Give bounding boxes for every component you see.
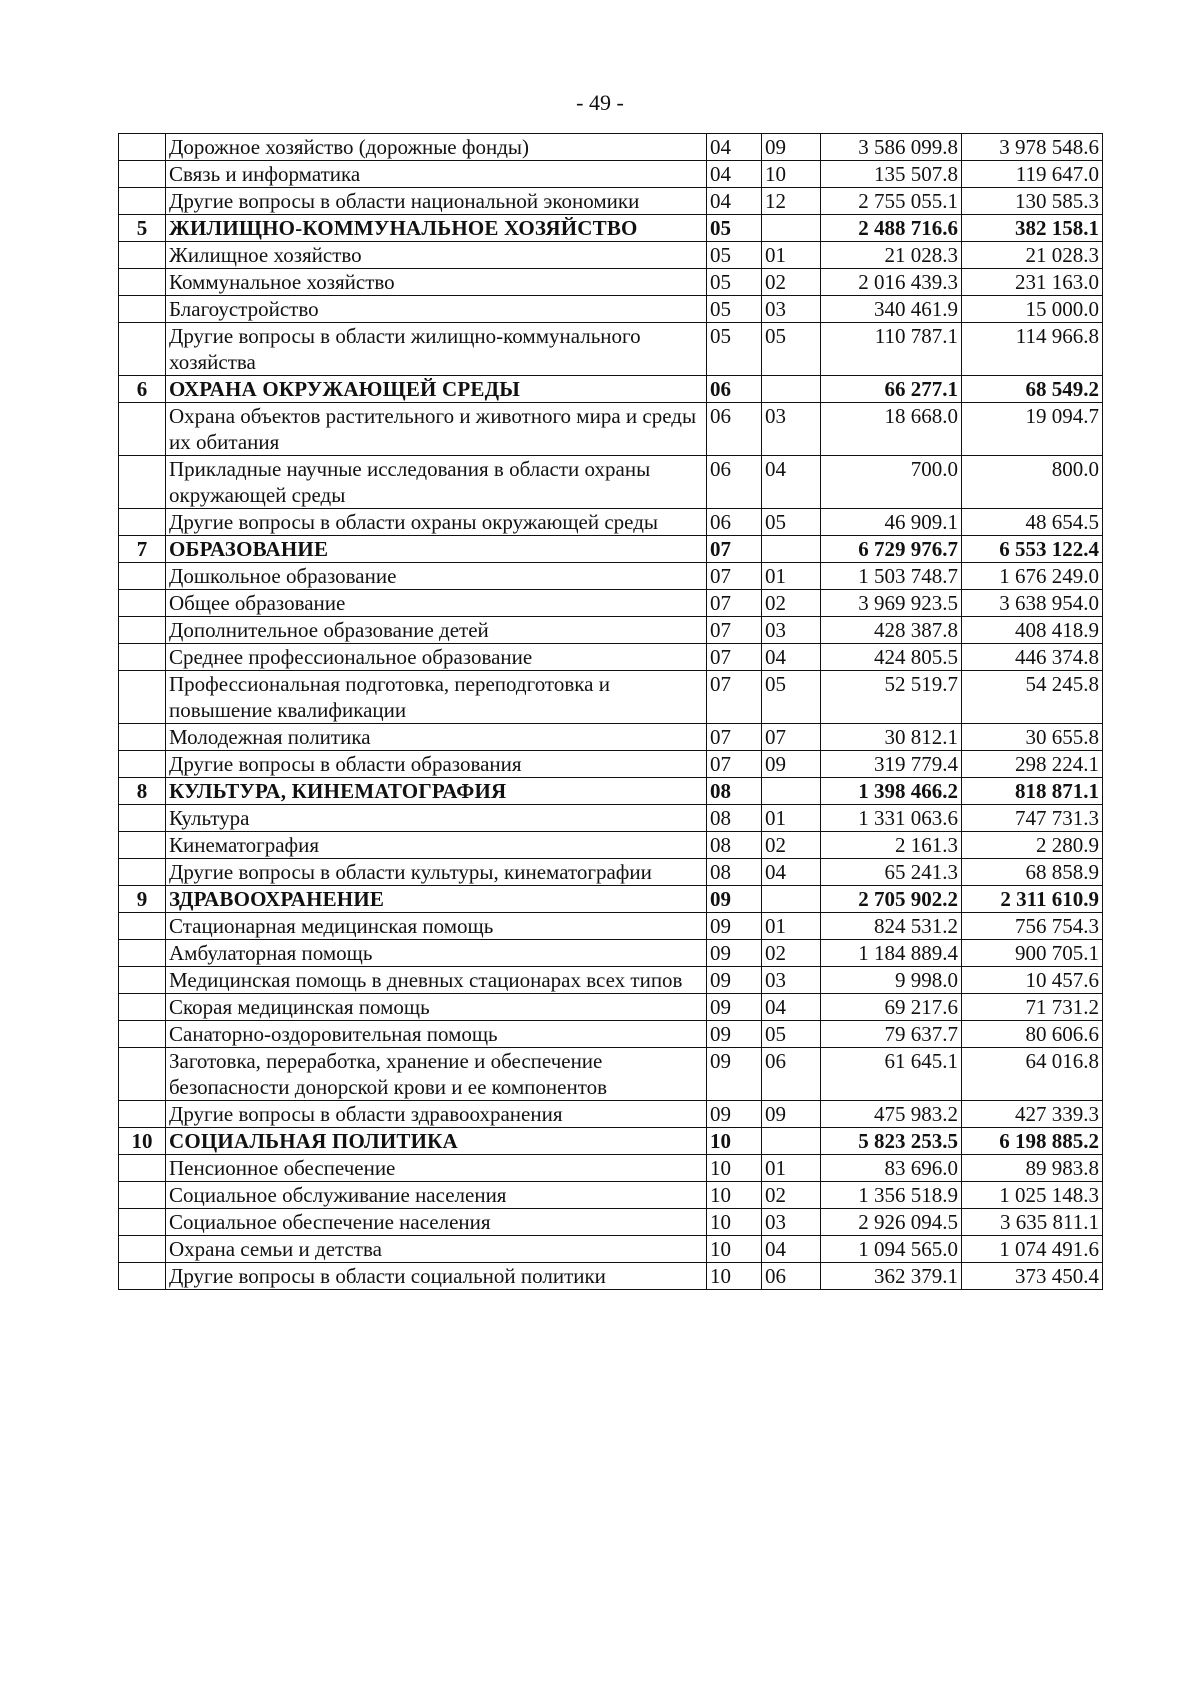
row-name: Другие вопросы в области национальной экономики — [166, 188, 707, 215]
row-value-2: 3 635 811.1 — [962, 1209, 1103, 1236]
row-name: Другие вопросы в области культуры, кинематографии — [166, 859, 707, 886]
table-row — [119, 644, 1103, 671]
row-section-code: 08 — [707, 805, 762, 832]
row-section-code: 07 — [707, 644, 762, 671]
row-number — [119, 509, 166, 536]
row-section-code: 07 — [707, 536, 762, 563]
row-number: 8 — [119, 778, 166, 805]
row-subsection-code: 01 — [762, 563, 821, 590]
row-section-code: 07 — [707, 617, 762, 644]
row-section-code: 07 — [707, 590, 762, 617]
row-name: Пенсионное обеспечение — [166, 1155, 707, 1182]
row-subsection-code: 03 — [762, 296, 821, 323]
row-section-code: 09 — [707, 886, 762, 913]
row-number — [119, 1263, 166, 1290]
row-section-code: 10 — [707, 1182, 762, 1209]
row-value-2: 19 094.7 — [962, 403, 1103, 456]
row-name: Среднее профессиональное образование — [166, 644, 707, 671]
row-name: Другие вопросы в области здравоохранения — [166, 1101, 707, 1128]
row-number — [119, 751, 166, 778]
row-value-2: 30 655.8 — [962, 724, 1103, 751]
row-value-1: 61 645.1 — [821, 1048, 962, 1101]
row-value-2: 1 676 249.0 — [962, 563, 1103, 590]
row-section-code: 05 — [707, 215, 762, 242]
row-subsection-code: 05 — [762, 671, 821, 724]
table-row — [119, 1263, 1103, 1290]
row-section-code: 07 — [707, 751, 762, 778]
table-row — [119, 1182, 1103, 1209]
row-subsection-code: 01 — [762, 1155, 821, 1182]
row-subsection-code: 04 — [762, 994, 821, 1021]
row-section-code: 06 — [707, 403, 762, 456]
row-name: ЗДРАВООХРАНЕНИЕ — [166, 886, 707, 913]
row-section-code: 10 — [707, 1209, 762, 1236]
row-value-1: 424 805.5 — [821, 644, 962, 671]
row-name: Культура — [166, 805, 707, 832]
table-row — [119, 509, 1103, 536]
table-row — [119, 617, 1103, 644]
row-section-code: 09 — [707, 967, 762, 994]
row-number — [119, 994, 166, 1021]
table-row — [119, 134, 1103, 161]
table-row — [119, 859, 1103, 886]
row-value-1: 6 729 976.7 — [821, 536, 962, 563]
budget-table — [118, 133, 1103, 1290]
table-section-row — [119, 1128, 1103, 1155]
row-section-code: 06 — [707, 456, 762, 509]
row-value-1: 428 387.8 — [821, 617, 962, 644]
page-number: - 49 - — [576, 90, 624, 115]
row-value-2: 298 224.1 — [962, 751, 1103, 778]
row-value-1: 1 398 466.2 — [821, 778, 962, 805]
row-section-code: 09 — [707, 940, 762, 967]
row-subsection-code — [762, 778, 821, 805]
row-number: 9 — [119, 886, 166, 913]
row-value-2: 15 000.0 — [962, 296, 1103, 323]
row-value-2: 231 163.0 — [962, 269, 1103, 296]
row-subsection-code: 01 — [762, 805, 821, 832]
table-row — [119, 242, 1103, 269]
row-value-1: 1 331 063.6 — [821, 805, 962, 832]
row-name: Санаторно-оздоровительная помощь — [166, 1021, 707, 1048]
row-value-1: 2 488 716.6 — [821, 215, 962, 242]
row-value-2: 48 654.5 — [962, 509, 1103, 536]
table-section-row — [119, 536, 1103, 563]
row-number — [119, 644, 166, 671]
row-number: 10 — [119, 1128, 166, 1155]
table-row — [119, 913, 1103, 940]
row-subsection-code: 03 — [762, 967, 821, 994]
row-value-1: 700.0 — [821, 456, 962, 509]
row-subsection-code: 01 — [762, 913, 821, 940]
row-value-1: 2 755 055.1 — [821, 188, 962, 215]
table-row — [119, 456, 1103, 509]
row-value-2: 89 983.8 — [962, 1155, 1103, 1182]
row-number — [119, 1155, 166, 1182]
row-value-1: 340 461.9 — [821, 296, 962, 323]
row-number — [119, 859, 166, 886]
row-value-1: 1 503 748.7 — [821, 563, 962, 590]
row-name: Кинематография — [166, 832, 707, 859]
row-value-2: 54 245.8 — [962, 671, 1103, 724]
row-name: Скорая медицинская помощь — [166, 994, 707, 1021]
row-value-2: 2 311 610.9 — [962, 886, 1103, 913]
table-section-row — [119, 778, 1103, 805]
row-number — [119, 832, 166, 859]
row-name: Коммунальное хозяйство — [166, 269, 707, 296]
table-row — [119, 1236, 1103, 1263]
row-subsection-code: 02 — [762, 940, 821, 967]
row-value-1: 110 787.1 — [821, 323, 962, 376]
row-name: Дорожное хозяйство (дорожные фонды) — [166, 134, 707, 161]
table-row — [119, 751, 1103, 778]
row-subsection-code: 12 — [762, 188, 821, 215]
row-value-2: 6 198 885.2 — [962, 1128, 1103, 1155]
row-name: Заготовка, переработка, хранение и обеспечение безопасности донорской крови и ее компонентов — [166, 1048, 707, 1101]
row-value-1: 1 356 518.9 — [821, 1182, 962, 1209]
row-subsection-code — [762, 536, 821, 563]
row-value-2: 446 374.8 — [962, 644, 1103, 671]
row-number — [119, 590, 166, 617]
row-section-code: 06 — [707, 509, 762, 536]
row-subsection-code — [762, 376, 821, 403]
row-number — [119, 1209, 166, 1236]
row-subsection-code — [762, 1128, 821, 1155]
table-row — [119, 805, 1103, 832]
row-value-2: 68 858.9 — [962, 859, 1103, 886]
row-number — [119, 805, 166, 832]
row-name: ЖИЛИЩНО-КОММУНАЛЬНОЕ ХОЗЯЙСТВО — [166, 215, 707, 242]
table-row — [119, 590, 1103, 617]
row-subsection-code — [762, 886, 821, 913]
row-subsection-code: 04 — [762, 859, 821, 886]
row-value-2: 800.0 — [962, 456, 1103, 509]
row-name: ОБРАЗОВАНИЕ — [166, 536, 707, 563]
row-value-1: 135 507.8 — [821, 161, 962, 188]
row-name: ОХРАНА ОКРУЖАЮЩЕЙ СРЕДЫ — [166, 376, 707, 403]
row-subsection-code: 07 — [762, 724, 821, 751]
row-section-code: 10 — [707, 1236, 762, 1263]
row-value-1: 3 969 923.5 — [821, 590, 962, 617]
row-value-2: 6 553 122.4 — [962, 536, 1103, 563]
row-value-2: 68 549.2 — [962, 376, 1103, 403]
row-value-1: 824 531.2 — [821, 913, 962, 940]
row-section-code: 09 — [707, 1021, 762, 1048]
row-name: Жилищное хозяйство — [166, 242, 707, 269]
row-value-1: 319 779.4 — [821, 751, 962, 778]
row-number — [119, 563, 166, 590]
row-section-code: 05 — [707, 269, 762, 296]
row-number — [119, 1021, 166, 1048]
row-section-code: 04 — [707, 161, 762, 188]
row-number — [119, 188, 166, 215]
row-name: Дошкольное образование — [166, 563, 707, 590]
row-value-1: 46 909.1 — [821, 509, 962, 536]
row-number — [119, 403, 166, 456]
row-value-1: 1 094 565.0 — [821, 1236, 962, 1263]
table-row — [119, 563, 1103, 590]
row-number — [119, 134, 166, 161]
row-value-2: 21 028.3 — [962, 242, 1103, 269]
table-row — [119, 1021, 1103, 1048]
row-number: 7 — [119, 536, 166, 563]
row-value-2: 114 966.8 — [962, 323, 1103, 376]
row-number — [119, 1182, 166, 1209]
row-section-code: 04 — [707, 188, 762, 215]
row-name: Охрана объектов растительного и животного мира и среды их обитания — [166, 403, 707, 456]
row-value-2: 3 638 954.0 — [962, 590, 1103, 617]
row-number — [119, 296, 166, 323]
table-section-row — [119, 215, 1103, 242]
row-value-2: 130 585.3 — [962, 188, 1103, 215]
row-name: Прикладные научные исследования в области охраны окружающей среды — [166, 456, 707, 509]
row-subsection-code: 09 — [762, 134, 821, 161]
row-section-code: 09 — [707, 1048, 762, 1101]
row-number — [119, 724, 166, 751]
row-subsection-code: 05 — [762, 1021, 821, 1048]
row-section-code: 05 — [707, 296, 762, 323]
row-subsection-code: 05 — [762, 509, 821, 536]
row-subsection-code: 04 — [762, 456, 821, 509]
row-subsection-code: 09 — [762, 1101, 821, 1128]
row-value-1: 475 983.2 — [821, 1101, 962, 1128]
row-section-code: 08 — [707, 778, 762, 805]
table-row — [119, 1209, 1103, 1236]
row-value-2: 64 016.8 — [962, 1048, 1103, 1101]
budget-table-body — [119, 134, 1103, 1290]
row-value-2: 71 731.2 — [962, 994, 1103, 1021]
table-row — [119, 188, 1103, 215]
row-number: 6 — [119, 376, 166, 403]
row-value-2: 818 871.1 — [962, 778, 1103, 805]
row-value-1: 66 277.1 — [821, 376, 962, 403]
row-section-code: 10 — [707, 1155, 762, 1182]
row-section-code: 06 — [707, 376, 762, 403]
row-value-2: 408 418.9 — [962, 617, 1103, 644]
row-section-code: 07 — [707, 563, 762, 590]
row-subsection-code: 03 — [762, 617, 821, 644]
row-number — [119, 456, 166, 509]
row-section-code: 08 — [707, 859, 762, 886]
row-subsection-code — [762, 215, 821, 242]
row-value-1: 9 998.0 — [821, 967, 962, 994]
row-section-code: 09 — [707, 913, 762, 940]
row-value-1: 52 519.7 — [821, 671, 962, 724]
row-number: 5 — [119, 215, 166, 242]
row-name: Связь и информатика — [166, 161, 707, 188]
table-row — [119, 671, 1103, 724]
row-number — [119, 671, 166, 724]
row-name: Другие вопросы в области охраны окружающей среды — [166, 509, 707, 536]
row-section-code: 10 — [707, 1263, 762, 1290]
row-name: Социальное обеспечение населения — [166, 1209, 707, 1236]
row-number — [119, 242, 166, 269]
row-name: Молодежная политика — [166, 724, 707, 751]
row-value-2: 10 457.6 — [962, 967, 1103, 994]
row-value-2: 119 647.0 — [962, 161, 1103, 188]
table-row — [119, 296, 1103, 323]
row-section-code: 05 — [707, 242, 762, 269]
table-row — [119, 323, 1103, 376]
row-subsection-code: 02 — [762, 269, 821, 296]
row-name: Другие вопросы в области образования — [166, 751, 707, 778]
row-value-2: 2 280.9 — [962, 832, 1103, 859]
row-value-1: 65 241.3 — [821, 859, 962, 886]
row-value-2: 747 731.3 — [962, 805, 1103, 832]
row-number — [119, 940, 166, 967]
row-value-2: 427 339.3 — [962, 1101, 1103, 1128]
row-section-code: 05 — [707, 323, 762, 376]
row-name: Профессиональная подготовка, переподготовка и повышение квалификации — [166, 671, 707, 724]
row-value-1: 2 926 094.5 — [821, 1209, 962, 1236]
table-section-row — [119, 886, 1103, 913]
row-number — [119, 269, 166, 296]
row-value-2: 900 705.1 — [962, 940, 1103, 967]
row-section-code: 07 — [707, 671, 762, 724]
row-name: Стационарная медицинская помощь — [166, 913, 707, 940]
row-subsection-code: 01 — [762, 242, 821, 269]
row-section-code: 10 — [707, 1128, 762, 1155]
row-subsection-code: 04 — [762, 1236, 821, 1263]
row-value-1: 2 705 902.2 — [821, 886, 962, 913]
row-value-1: 362 379.1 — [821, 1263, 962, 1290]
row-value-2: 3 978 548.6 — [962, 134, 1103, 161]
row-section-code: 09 — [707, 1101, 762, 1128]
row-section-code: 09 — [707, 994, 762, 1021]
row-subsection-code: 03 — [762, 1209, 821, 1236]
table-row — [119, 1155, 1103, 1182]
row-subsection-code: 02 — [762, 1182, 821, 1209]
row-name: Другие вопросы в области социальной политики — [166, 1263, 707, 1290]
row-name: Медицинская помощь в дневных стационарах всех типов — [166, 967, 707, 994]
row-value-1: 21 028.3 — [821, 242, 962, 269]
row-name: Амбулаторная помощь — [166, 940, 707, 967]
row-subsection-code: 10 — [762, 161, 821, 188]
row-value-2: 373 450.4 — [962, 1263, 1103, 1290]
row-value-2: 1 025 148.3 — [962, 1182, 1103, 1209]
row-name: Общее образование — [166, 590, 707, 617]
table-row — [119, 1101, 1103, 1128]
row-name: Благоустройство — [166, 296, 707, 323]
row-name: СОЦИАЛЬНАЯ ПОЛИТИКА — [166, 1128, 707, 1155]
row-section-code: 08 — [707, 832, 762, 859]
table-row — [119, 161, 1103, 188]
table-row — [119, 940, 1103, 967]
row-subsection-code: 02 — [762, 590, 821, 617]
row-value-2: 382 158.1 — [962, 215, 1103, 242]
row-subsection-code: 06 — [762, 1048, 821, 1101]
table-row — [119, 994, 1103, 1021]
row-value-1: 2 016 439.3 — [821, 269, 962, 296]
row-name: Охрана семьи и детства — [166, 1236, 707, 1263]
table-row — [119, 403, 1103, 456]
row-value-1: 18 668.0 — [821, 403, 962, 456]
row-number — [119, 1236, 166, 1263]
row-name: Другие вопросы в области жилищно-коммунального хозяйства — [166, 323, 707, 376]
row-subsection-code: 05 — [762, 323, 821, 376]
table-row — [119, 269, 1103, 296]
row-value-2: 80 606.6 — [962, 1021, 1103, 1048]
row-name: КУЛЬТУРА, КИНЕМАТОГРАФИЯ — [166, 778, 707, 805]
row-subsection-code: 02 — [762, 832, 821, 859]
table-section-row — [119, 376, 1103, 403]
row-subsection-code: 06 — [762, 1263, 821, 1290]
row-number — [119, 1048, 166, 1101]
row-subsection-code: 03 — [762, 403, 821, 456]
table-row — [119, 967, 1103, 994]
row-number — [119, 161, 166, 188]
row-number — [119, 913, 166, 940]
row-value-2: 1 074 491.6 — [962, 1236, 1103, 1263]
row-value-1: 79 637.7 — [821, 1021, 962, 1048]
row-number — [119, 1101, 166, 1128]
row-subsection-code: 09 — [762, 751, 821, 778]
table-row — [119, 724, 1103, 751]
row-name: Дополнительное образование детей — [166, 617, 707, 644]
row-number — [119, 323, 166, 376]
row-value-1: 2 161.3 — [821, 832, 962, 859]
row-value-1: 69 217.6 — [821, 994, 962, 1021]
row-value-1: 3 586 099.8 — [821, 134, 962, 161]
row-subsection-code: 04 — [762, 644, 821, 671]
row-value-1: 1 184 889.4 — [821, 940, 962, 967]
row-value-1: 83 696.0 — [821, 1155, 962, 1182]
table-row — [119, 832, 1103, 859]
row-number — [119, 967, 166, 994]
row-section-code: 04 — [707, 134, 762, 161]
table-row — [119, 1048, 1103, 1101]
row-value-1: 5 823 253.5 — [821, 1128, 962, 1155]
row-value-2: 756 754.3 — [962, 913, 1103, 940]
row-number — [119, 617, 166, 644]
row-section-code: 07 — [707, 724, 762, 751]
row-value-1: 30 812.1 — [821, 724, 962, 751]
row-name: Социальное обслуживание населения — [166, 1182, 707, 1209]
